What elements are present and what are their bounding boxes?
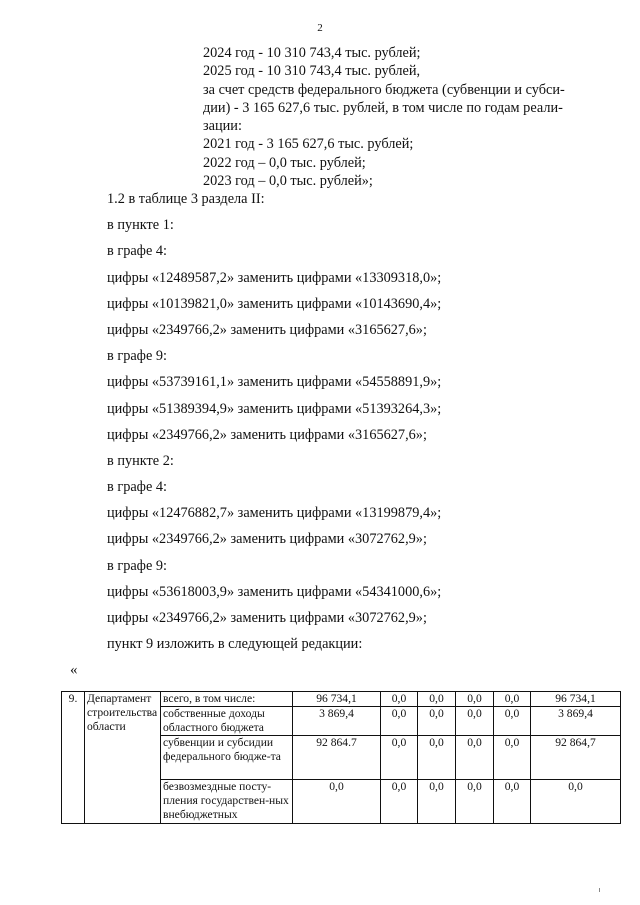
source-cell: собственные доходы областного бюджета (161, 707, 293, 736)
year-cell: 0,0 (456, 692, 494, 707)
year-cell: 0,0 (381, 780, 418, 824)
amendment-line: 1.2 в таблице 3 раздела II: (107, 191, 265, 207)
scan-mark (599, 888, 600, 892)
amendment-line: цифры «2349766,2» заменить цифрами «3165627,6»; (107, 321, 427, 338)
amendment-line: цифры «10139821,0» заменить цифрами «10143690,4»; (107, 295, 442, 312)
year-cell: 0,0 (418, 707, 456, 736)
amendment-line: в графе 4: (107, 243, 167, 260)
amendment-line: в графе 9: (107, 348, 167, 365)
amendment-line: в пункте 2: (107, 452, 174, 469)
amendment-line: пункт 9 изложить в следующей редакции: (107, 636, 363, 653)
year-cell: 0,0 (494, 707, 531, 736)
final-cell: 96 734,1 (531, 692, 621, 707)
amendment-line: цифры «51389394,9» заменить цифрами «51393264,3»; (107, 400, 442, 417)
text-line: 2021 год - 3 165 627,6 тыс. рублей; (203, 136, 414, 153)
amendment-line: в пункте 1: (107, 217, 174, 234)
total-cell: 0,0 (293, 780, 381, 824)
source-cell: безвозмездные посту-пления государствен-ных внебюджетных (161, 780, 293, 824)
text-line: 2023 год – 0,0 тыс. рублей»; (203, 173, 373, 190)
year-cell: 0,0 (494, 736, 531, 780)
year-cell: 0,0 (418, 736, 456, 780)
amendment-line: цифры «2349766,2» заменить цифрами «3072762,9»; (107, 610, 427, 626)
text-line: 2022 год – 0,0 тыс. рублей; (203, 154, 366, 171)
source-cell: субвенции и субсидии федерального бюдже-та (161, 736, 293, 780)
text-line: 2024 год - 10 310 743,4 тыс. рублей; (203, 45, 421, 61)
year-cell: 0,0 (494, 780, 531, 824)
amendment-list (107, 188, 607, 659)
year-cell: 0,0 (381, 736, 418, 780)
amendment-line: цифры «12476882,7» заменить цифрами «13199879,4»; (107, 505, 442, 522)
total-cell: 96 734,1 (293, 692, 381, 707)
final-cell: 3 869,4 (531, 707, 621, 736)
table-row (62, 692, 621, 707)
year-cell: 0,0 (418, 780, 456, 824)
year-cell: 0,0 (494, 692, 531, 707)
amendment-line: в графе 9: (107, 557, 167, 574)
text-line: зации: (203, 118, 242, 135)
final-cell: 92 864,7 (531, 736, 621, 780)
year-cell: 0,0 (456, 736, 494, 780)
year-cell: 0,0 (418, 692, 456, 707)
total-cell: 3 869,4 (293, 707, 381, 736)
item-number: 9. (62, 692, 85, 824)
department-cell: Департамент строительства области (85, 692, 161, 824)
continued-paragraph (203, 44, 595, 190)
year-cell: 0,0 (456, 707, 494, 736)
text-line: дии) - 3 165 627,6 тыс. рублей, в том числе по годам реали- (203, 99, 563, 116)
amendment-line: цифры «53739161,1» заменить цифрами «54558891,9»; (107, 374, 442, 391)
page-number: 2 (317, 22, 323, 34)
amendment-line: цифры «12489587,2» заменить цифрами «13309318,0»; (107, 269, 442, 286)
year-cell: 0,0 (456, 780, 494, 824)
text-line: 2025 год - 10 310 743,4 тыс. рублей, (203, 63, 421, 80)
year-cell: 0,0 (381, 707, 418, 736)
total-cell: 92 864.7 (293, 736, 381, 780)
text-line: за счет средств федерального бюджета (субвенции и субси- (203, 81, 565, 98)
amendment-line: цифры «53618003,9» заменить цифрами «54341000,6»; (107, 583, 442, 600)
year-cell: 0,0 (381, 692, 418, 707)
opening-quote: « (70, 662, 78, 678)
amendment-line: цифры «2349766,2» заменить цифрами «3072762,9»; (107, 531, 427, 548)
funding-table (61, 691, 621, 824)
amendment-line: цифры «2349766,2» заменить цифрами «3165627,6»; (107, 426, 427, 443)
final-cell: 0,0 (531, 780, 621, 824)
source-cell: всего, в том числе: (161, 692, 293, 707)
amendment-line: в графе 4: (107, 479, 167, 496)
